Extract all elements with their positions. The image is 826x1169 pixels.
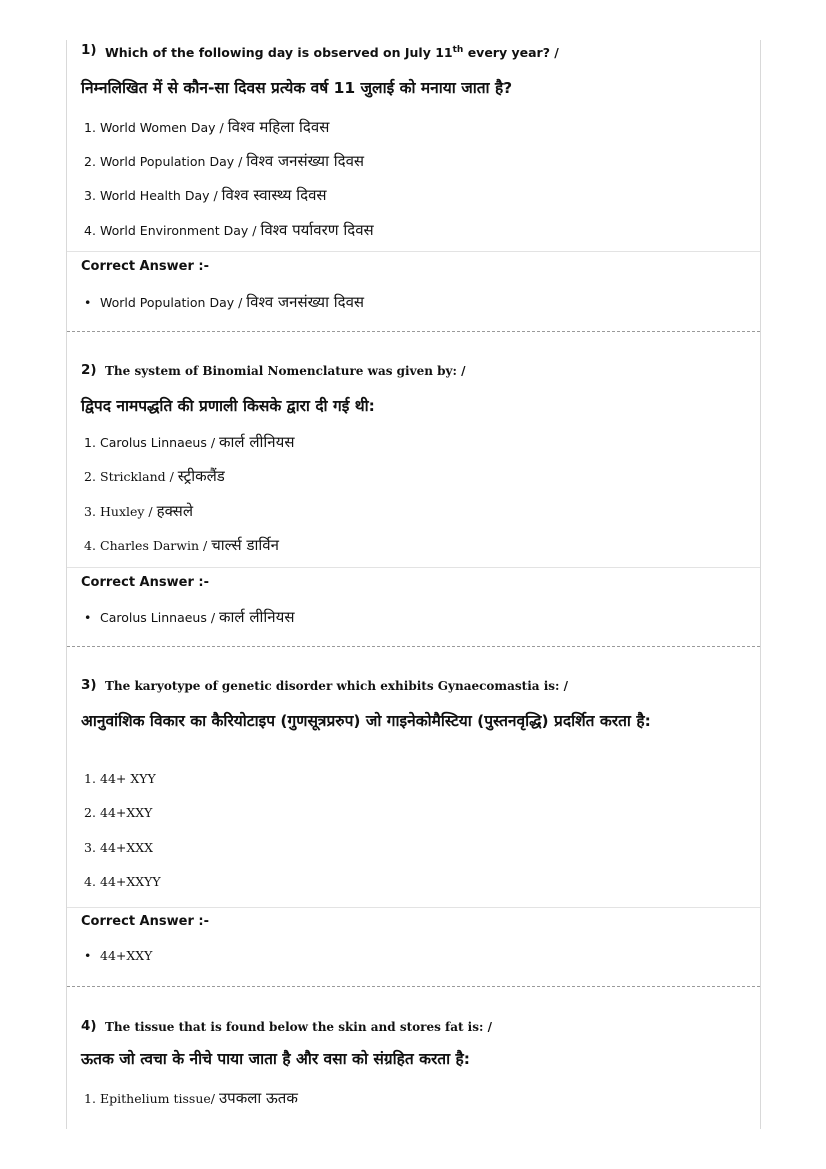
question-text-en: The system of Binomial Nomenclature was given by: / (105, 364, 466, 378)
question-text-hi: आनुवांशिक विकार का कैरियोटाइप (गुणसूत्रप्ररुप) जो गाइनेकोमैस्टिया (पुस्तनवृद्धि) प्रदर्शित करता है: (81, 712, 651, 730)
option-4: 4. 44+XXYY (84, 874, 161, 889)
option-3: 3. Huxley / हक्सले (84, 502, 193, 520)
option-1: 1. World Women Day / विश्व महिला दिवस (84, 118, 330, 136)
question-text-en: The tissue that is found below the skin and stores fat is: / (105, 1020, 492, 1034)
option-3: 3. 44+XXX (84, 840, 154, 855)
question-number: 1) (81, 42, 97, 58)
question-text-hi: निम्नलिखित में से कौन-सा दिवस प्रत्येक वर्ष 11 जुलाई को मनाया जाता है? (81, 79, 513, 97)
option-3: 3. World Health Day / विश्व स्वास्थ्य दिवस (84, 186, 327, 204)
question-text-en: Which of the following day is observed on July 11th every year? / (105, 45, 559, 61)
option-2: 2. World Population Day / विश्व जनसंख्या दिवस (84, 152, 365, 170)
question-separator (67, 986, 760, 987)
correct-answer-label: Correct Answer :- (81, 575, 209, 590)
question-number: 4) (81, 1018, 97, 1034)
correct-answer-label: Correct Answer :- (81, 914, 209, 929)
option-1: 1. 44+ XYY (84, 771, 156, 786)
question-number: 3) (81, 677, 97, 693)
option-4: 4. World Environment Day / विश्व पर्यावरण दिवस (84, 221, 374, 239)
question-separator (67, 331, 760, 332)
correct-answer-label: Correct Answer :- (81, 259, 209, 274)
option-1: 1. Carolus Linnaeus / कार्ल लीनियस (84, 433, 295, 451)
question-text-hi: द्विपद नामपद्धति की प्रणाली किसके द्वारा दी गई थी: (81, 397, 375, 415)
question-text-en: The karyotype of genetic disorder which exhibits Gynaecomastia is: / (105, 679, 569, 693)
divider (67, 567, 760, 568)
option-1: 1. Epithelium tissue/ उपकला ऊतक (84, 1089, 298, 1107)
question-separator (67, 646, 760, 647)
question-text-hi: ऊतक जो त्वचा के नीचे पाया जाता है और वसा को संग्रहित करता है: (81, 1050, 470, 1068)
option-2: 2. Strickland / स्ट्रीकलैंड (84, 467, 225, 485)
divider (67, 251, 760, 252)
correct-answer: • 44+XXY (84, 948, 153, 963)
correct-answer: • World Population Day / विश्व जनसंख्या दिवस (84, 293, 365, 311)
correct-answer: • Carolus Linnaeus / कार्ल लीनियस (84, 608, 295, 626)
question-number: 2) (81, 362, 97, 378)
option-2: 2. 44+XXY (84, 805, 153, 820)
divider (67, 907, 760, 908)
option-4: 4. Charles Darwin / चार्ल्स डार्विन (84, 536, 279, 554)
